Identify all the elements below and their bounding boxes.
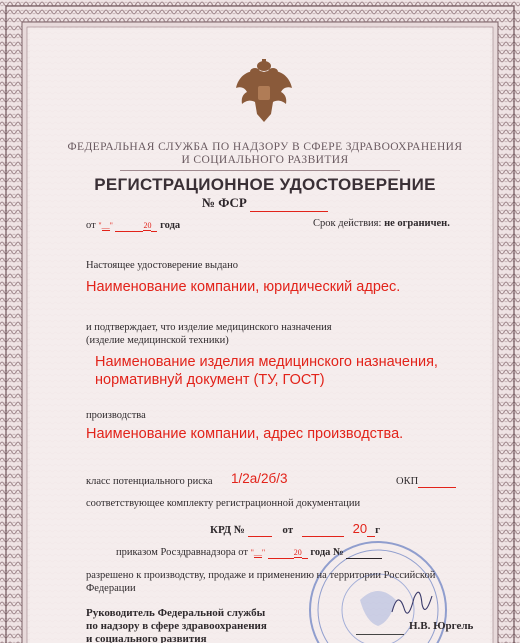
issue-date-year-prefix: 20 bbox=[143, 221, 152, 230]
product-value-line2: нормативнуй документ (ТУ, ГОСТ) bbox=[95, 372, 325, 388]
issue-date-quote-open: " bbox=[98, 221, 102, 230]
signer-name: Н.В. Юргель bbox=[409, 620, 474, 632]
order-day: __ bbox=[253, 548, 262, 557]
validity-value: не ограничен. bbox=[384, 218, 450, 229]
issue-date-day: __ bbox=[101, 221, 110, 230]
issue-date-row bbox=[86, 220, 180, 232]
certificate-title: РЕГИСТРАЦИОННОЕ УДОСТОВЕРЕНИЕ bbox=[94, 175, 436, 194]
issue-date-from-label: от bbox=[86, 220, 96, 231]
order-year-blank bbox=[302, 547, 308, 559]
order-number-blank bbox=[346, 547, 382, 559]
okp-label: ОКП bbox=[396, 476, 419, 487]
issued-to-value: Наименование компании, юридический адрес. bbox=[86, 279, 401, 295]
krd-from-label: от bbox=[282, 524, 294, 536]
agency-name-line1: ФЕДЕРАЛЬНАЯ СЛУЖБА ПО НАДЗОРУ В СФЕРЕ ЗДРАВООХРАНЕНИЯ bbox=[67, 141, 463, 153]
order-month-blank bbox=[268, 547, 294, 559]
product-value-line1: Наименование изделия медицинского назначения, bbox=[95, 354, 438, 370]
issue-date-year-suffix: года bbox=[160, 220, 181, 231]
krd-date-blank bbox=[302, 524, 344, 537]
product-label-line2: (изделие медицинской техники) bbox=[86, 335, 229, 346]
order-quote-close: " bbox=[261, 548, 266, 557]
order-row bbox=[116, 547, 382, 559]
order-year-prefix: 20 bbox=[293, 548, 302, 557]
validity-row bbox=[313, 218, 450, 229]
krd-year: 20 bbox=[352, 521, 368, 536]
certificate-number bbox=[30, 195, 500, 212]
issue-date-month-blank bbox=[115, 220, 143, 232]
issued-to-label: Настоящее удостоверение выдано bbox=[86, 260, 238, 271]
production-label: производства bbox=[86, 410, 146, 421]
risk-class-label: класс потенциального риска bbox=[86, 476, 213, 487]
risk-class-value: 1/2а/2б/3 bbox=[231, 471, 288, 486]
signature-title-line2: по надзору в сфере здравоохранения bbox=[86, 620, 267, 632]
okp-row bbox=[396, 476, 456, 488]
issue-date-quote-close: " bbox=[109, 221, 113, 230]
product-label-line1: и подтверждает, что изделие медицинского назначения bbox=[86, 322, 332, 333]
signature-title-line3: и социального развития bbox=[86, 633, 207, 643]
order-number-label: года № bbox=[310, 547, 344, 558]
krd-year-suffix: г bbox=[375, 524, 381, 536]
certificate-number-blank bbox=[250, 195, 328, 212]
validity-label: Срок действия: bbox=[313, 218, 382, 229]
production-value: Наименование компании, адрес производства. bbox=[86, 426, 404, 442]
krd-number-blank bbox=[248, 524, 272, 537]
header-divider bbox=[120, 170, 400, 171]
coat-of-arms-icon bbox=[235, 58, 293, 124]
order-quote-open: " bbox=[250, 548, 254, 557]
issue-date-year-blank bbox=[151, 220, 157, 232]
signature-title-line1: Руководитель Федеральной службы bbox=[86, 607, 266, 619]
certificate-number-label: № ФСР bbox=[201, 195, 247, 210]
okp-blank bbox=[418, 476, 456, 488]
order-label: приказом Росздравнадзора от bbox=[116, 547, 248, 558]
krd-row bbox=[210, 521, 380, 537]
krd-label: КРД № bbox=[210, 524, 245, 536]
permission-line2: Федерации bbox=[86, 583, 136, 594]
permission-line1: разрешено к производству, продаже и применению на территории Российской bbox=[86, 570, 436, 581]
conformity-label: соответствующее комплекту регистрационной документации bbox=[86, 498, 361, 509]
krd-year-blank bbox=[367, 524, 375, 537]
agency-name-line2: И СОЦИАЛЬНОГО РАЗВИТИЯ bbox=[181, 154, 349, 166]
signature-line bbox=[356, 634, 404, 635]
